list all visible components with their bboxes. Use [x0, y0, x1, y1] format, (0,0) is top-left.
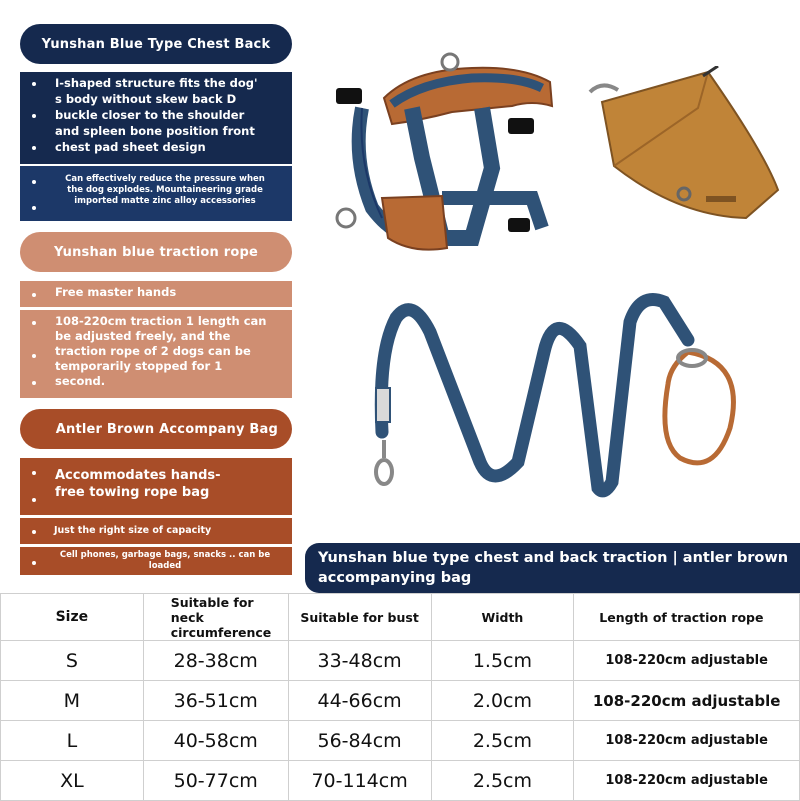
cell-neck: 36-51cm [143, 681, 288, 721]
bag-section-header [20, 409, 292, 449]
cell-width: 1.5cm [431, 641, 574, 681]
bag-features-panel [20, 458, 292, 515]
bag-image [568, 66, 780, 230]
cell-rope-length: 108-220cm adjustable [574, 641, 800, 681]
harness-header-text: Yunshan Blue Type Chest Back [41, 36, 271, 52]
cell-rope-length: 108-220cm adjustable [574, 681, 800, 721]
cell-rope-length: 108-220cm adjustable [574, 761, 800, 801]
table-row [1, 721, 800, 761]
cell-bust: 56-84cm [288, 721, 431, 761]
bag-items-line2: loaded [148, 561, 182, 571]
cell-bust: 44-66cm [288, 681, 431, 721]
cell-width: 2.5cm [431, 761, 574, 801]
table-header-row [1, 594, 800, 641]
bag-capacity-text: Just the right size of capacity [54, 525, 212, 536]
bag-items-panel [20, 547, 292, 575]
header-rope-length: Length of traction rope [574, 594, 800, 641]
harness-feature-line5: chest pad sheet design [55, 140, 206, 154]
harness-features-panel [20, 72, 292, 164]
header-bust: Suitable for bust [288, 594, 431, 641]
table-row [1, 641, 800, 681]
size-table [0, 593, 800, 801]
harness-note-panel [20, 166, 292, 221]
cell-width: 2.5cm [431, 721, 574, 761]
header-width: Width [431, 594, 574, 641]
cell-rope-length: 108-220cm adjustable [574, 721, 800, 761]
harness-feature-line3: buckle closer to the shoulder [55, 108, 245, 122]
bag-header-text: Antler Brown Accompany Bag [55, 421, 278, 437]
rope-free-text: Free master hands [55, 285, 177, 299]
product-banner [305, 543, 800, 593]
header-neck: Suitable for neck circumference [143, 594, 288, 641]
harness-feature-line1: I-shaped structure fits the dog' [55, 76, 258, 90]
bag-items-line1: Cell phones, garbage bags, snacks .. can be [59, 550, 271, 560]
cell-bust: 70-114cm [288, 761, 431, 801]
cell-size: S [1, 641, 144, 681]
rope-free-panel [20, 281, 292, 307]
rope-header-text: Yunshan blue traction rope [53, 244, 259, 260]
cell-size: L [1, 721, 144, 761]
harness-note-line2: the dog explodes. Mountaineering grade [67, 185, 263, 195]
bag-feature-line2: free towing rope bag [55, 485, 210, 500]
rope-feature-line5: second. [55, 374, 106, 388]
cell-size: M [1, 681, 144, 721]
cell-size: XL [1, 761, 144, 801]
banner-text: Yunshan blue type chest and back traction | antler brown accompanying bag [318, 550, 789, 586]
rope-features-panel [20, 310, 292, 398]
rope-feature-line4: temporarily stopped for 1 [55, 359, 223, 373]
table-row [1, 761, 800, 801]
cell-neck: 50-77cm [143, 761, 288, 801]
harness-feature-line4: and spleen bone position front [55, 124, 255, 138]
harness-note-line1: Can effectively reduce the pressure when [65, 174, 265, 184]
harness-note-line3: imported matte zinc alloy accessories [74, 196, 256, 206]
rope-feature-line2: be adjusted freely, and the [55, 329, 231, 343]
leash-image [368, 292, 742, 504]
cell-neck: 28-38cm [143, 641, 288, 681]
harness-section-header [20, 24, 292, 64]
cell-bust: 33-48cm [288, 641, 431, 681]
rope-feature-line1: 108-220cm traction 1 length can [55, 314, 267, 328]
rope-feature-line3: traction rope of 2 dogs can be [55, 344, 251, 358]
harness-image [322, 48, 562, 260]
bag-capacity-panel [20, 518, 292, 544]
cell-neck: 40-58cm [143, 721, 288, 761]
bag-feature-line1: Accommodates hands- [55, 468, 221, 483]
table-row [1, 681, 800, 721]
harness-feature-line2: s body without skew back D [55, 92, 237, 106]
header-size: Size [1, 594, 144, 641]
rope-section-header [20, 232, 292, 272]
cell-width: 2.0cm [431, 681, 574, 721]
